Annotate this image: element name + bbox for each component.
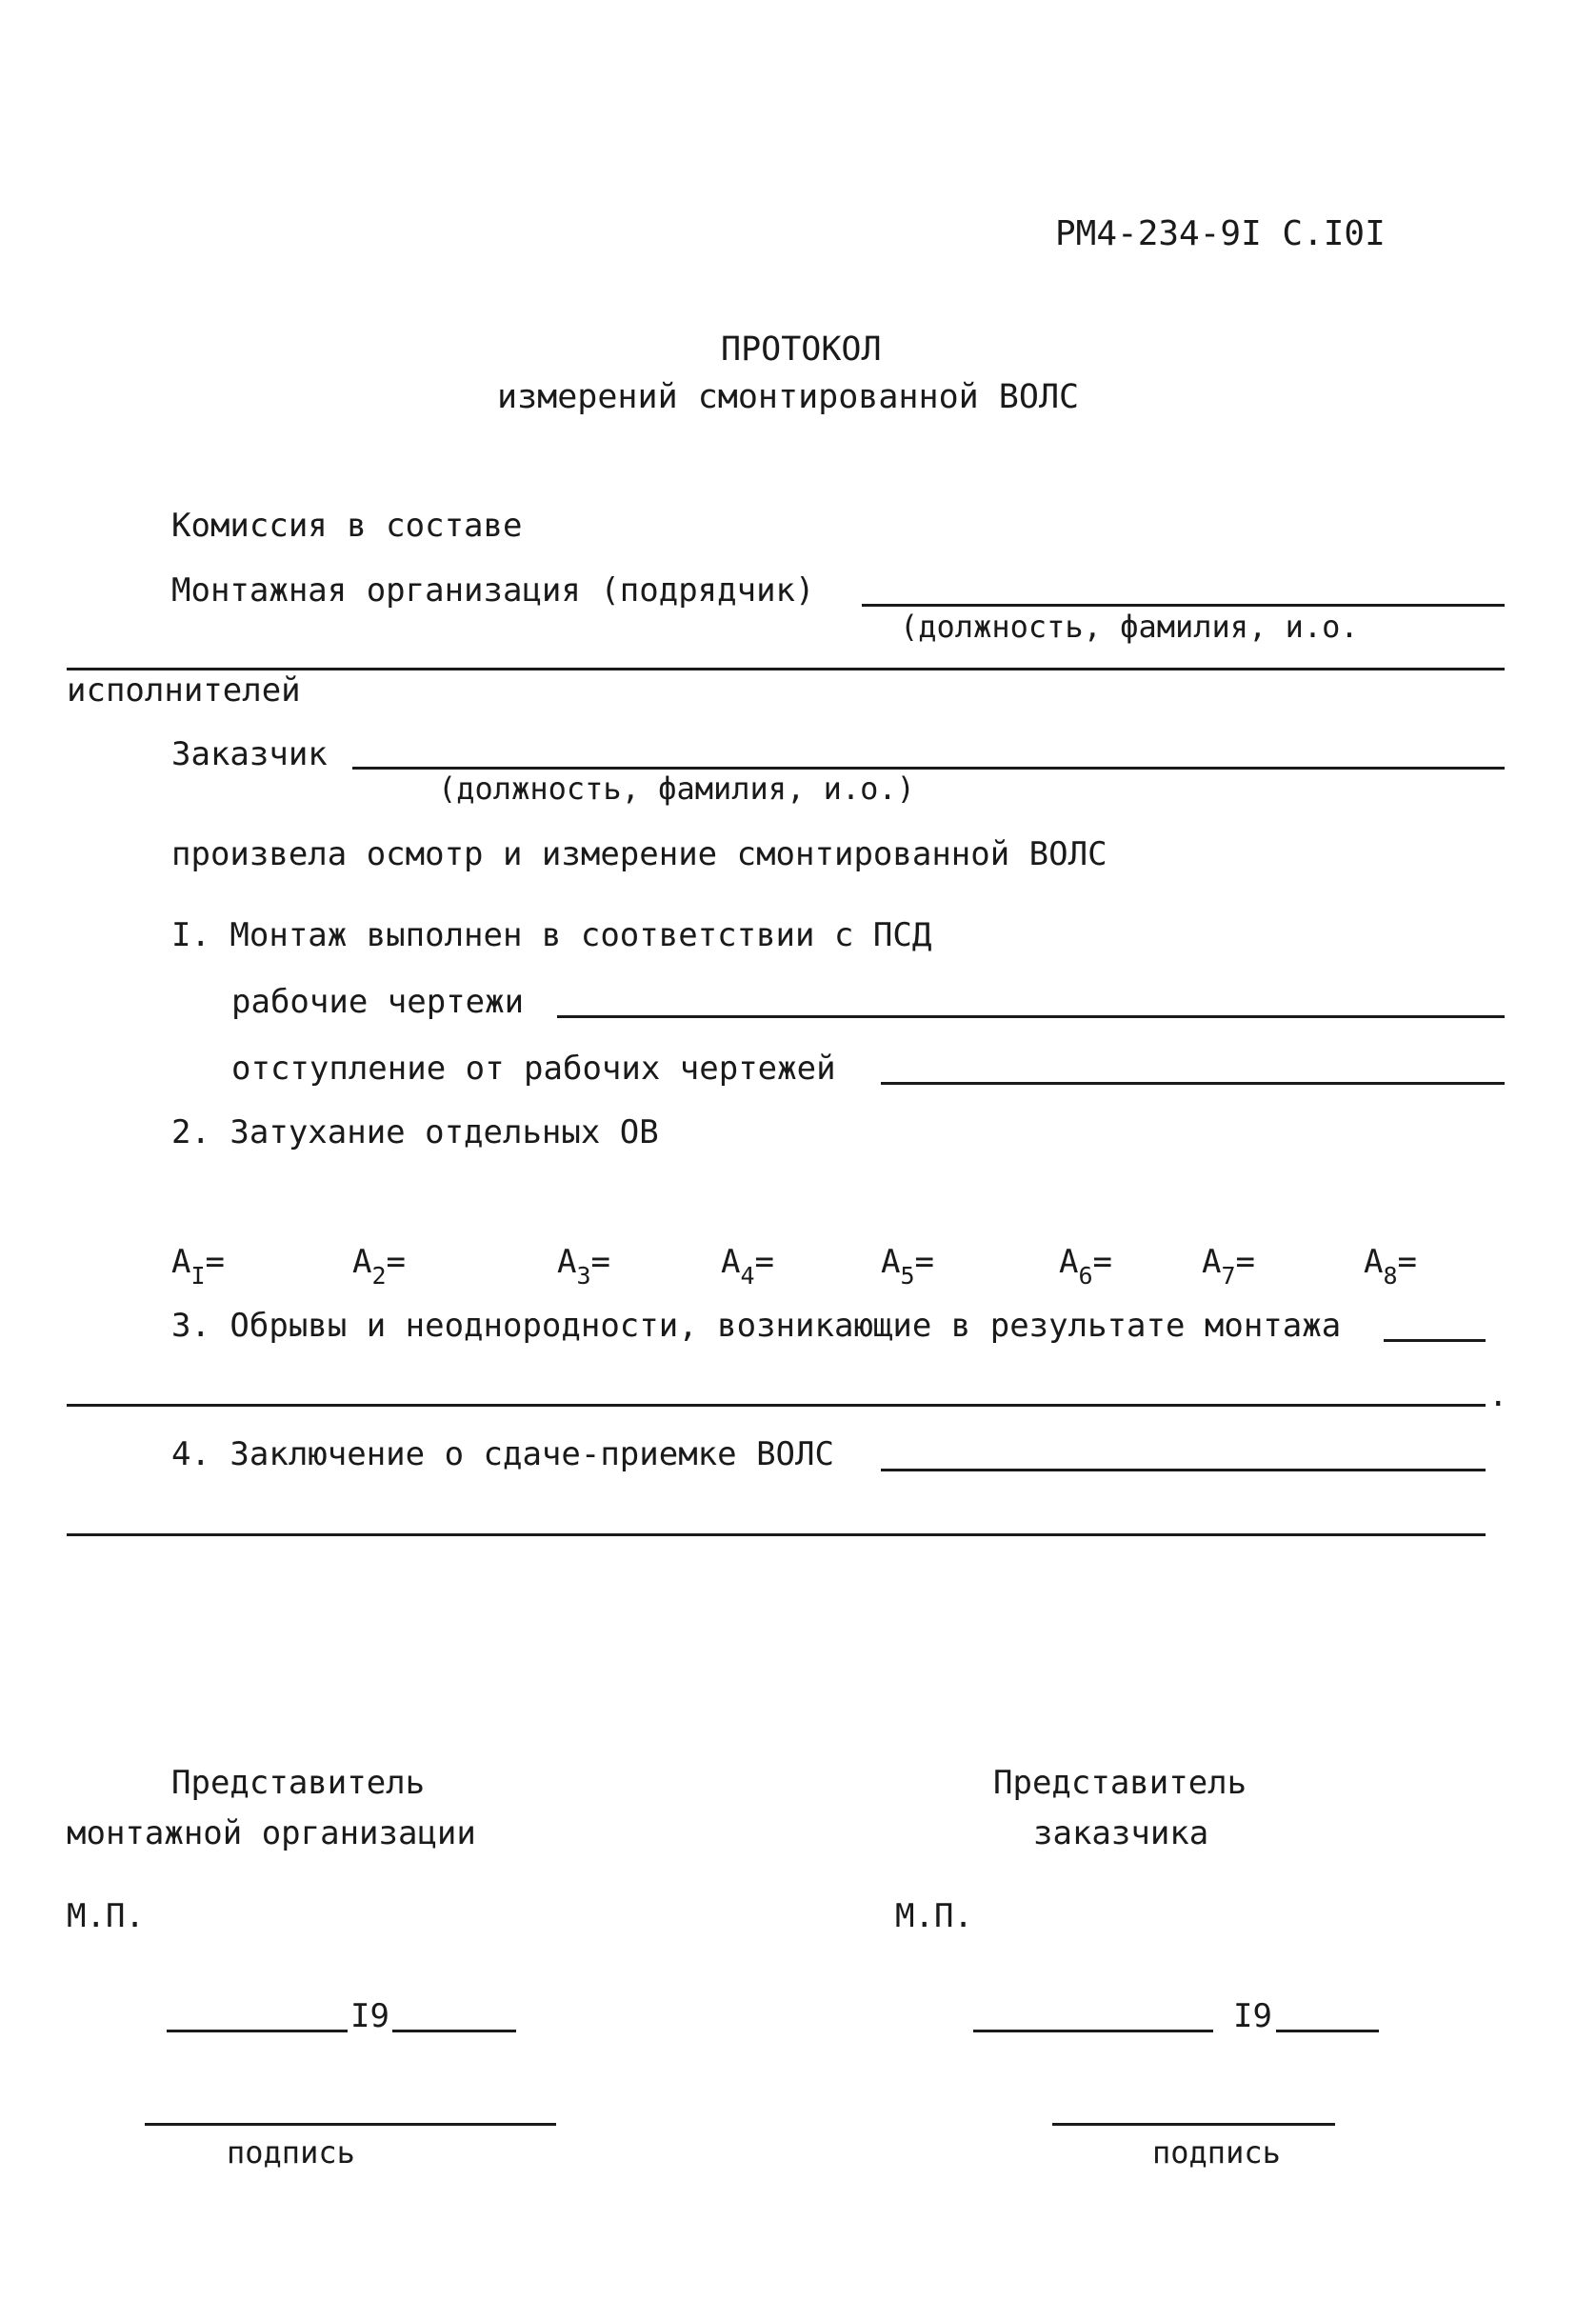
commission-action: произвела осмотр и измерение смонтированной ВОЛС: [171, 835, 1107, 873]
performers-field-line[interactable]: [67, 668, 1505, 670]
contractor-label: Монтажная организация (подрядчик): [171, 571, 815, 610]
left-signature-line[interactable]: [145, 2123, 556, 2126]
left-signature-caption: подпись: [227, 2134, 355, 2171]
item-3-inline-line[interactable]: [1384, 1339, 1486, 1342]
left-representative-title: Представитель: [171, 1764, 426, 1802]
drawings-field-line[interactable]: [557, 1015, 1505, 1018]
deviation-field-line[interactable]: [881, 1082, 1505, 1085]
conclusion-field-line-2[interactable]: [67, 1533, 1486, 1536]
customer-label: Заказчик: [171, 735, 328, 773]
right-seal-label: М.П.: [895, 1897, 973, 1935]
document-subtitle: измерений смонтированной ВОЛС: [497, 378, 1080, 416]
item-1: I. Монтаж выполнен в соответствии с ПСД: [171, 916, 932, 954]
attenuation-a6: $A_6=$: [1059, 1243, 1113, 1290]
contractor-hint: (должность, фамилия, и.о.: [900, 609, 1359, 645]
left-year-line[interactable]: [392, 2030, 516, 2032]
attenuation-a8: $A_8=$: [1364, 1243, 1418, 1290]
performers-label: исполнителей: [67, 671, 301, 710]
left-year-label: I9: [350, 1997, 389, 2035]
left-representative-org: монтажной организации: [67, 1814, 476, 1852]
document-code: РМ4-234-9I С.I0I: [1055, 214, 1386, 253]
right-year-line[interactable]: [1276, 2030, 1379, 2032]
drawings-label: рабочие чертежи: [231, 983, 525, 1021]
document-title: ПРОТОКОЛ: [721, 330, 882, 369]
left-seal-label: М.П.: [67, 1897, 145, 1935]
commission-intro: Комиссия в составе: [171, 507, 523, 545]
attenuation-a3: $A_3=$: [557, 1243, 611, 1290]
attenuation-a4: $A_4=$: [721, 1243, 775, 1290]
item-4: 4. Заключение о сдаче-приемке ВОЛС: [171, 1435, 834, 1473]
right-signature-line[interactable]: [1052, 2123, 1335, 2126]
right-representative-title: Представитель: [993, 1764, 1247, 1802]
customer-field-line[interactable]: [352, 767, 1505, 770]
right-year-label: I9: [1233, 1997, 1272, 2035]
attenuation-a5: $A_5=$: [881, 1243, 935, 1290]
item-3-field-line[interactable]: [67, 1404, 1486, 1407]
right-representative-org: заказчика: [1033, 1814, 1209, 1852]
contractor-field-line[interactable]: [862, 604, 1505, 607]
item-2: 2. Затухание отдельных ОВ: [171, 1113, 659, 1151]
left-date-line[interactable]: [167, 2030, 348, 2032]
item-3: 3. Обрывы и неоднородности, возникающие в результате монтажа: [171, 1307, 1342, 1345]
deviation-label: отступление от рабочих чертежей: [231, 1050, 836, 1088]
attenuation-a1: $A_I=$: [171, 1243, 226, 1290]
conclusion-field-line[interactable]: [881, 1469, 1486, 1471]
right-date-line[interactable]: [973, 2030, 1213, 2032]
item-3-period: .: [1488, 1376, 1508, 1414]
attenuation-a7: $A_7=$: [1202, 1243, 1256, 1290]
attenuation-a2: $A_2=$: [352, 1243, 407, 1290]
customer-hint: (должность, фамилия, и.о.): [438, 770, 915, 807]
right-signature-caption: подпись: [1152, 2134, 1281, 2171]
